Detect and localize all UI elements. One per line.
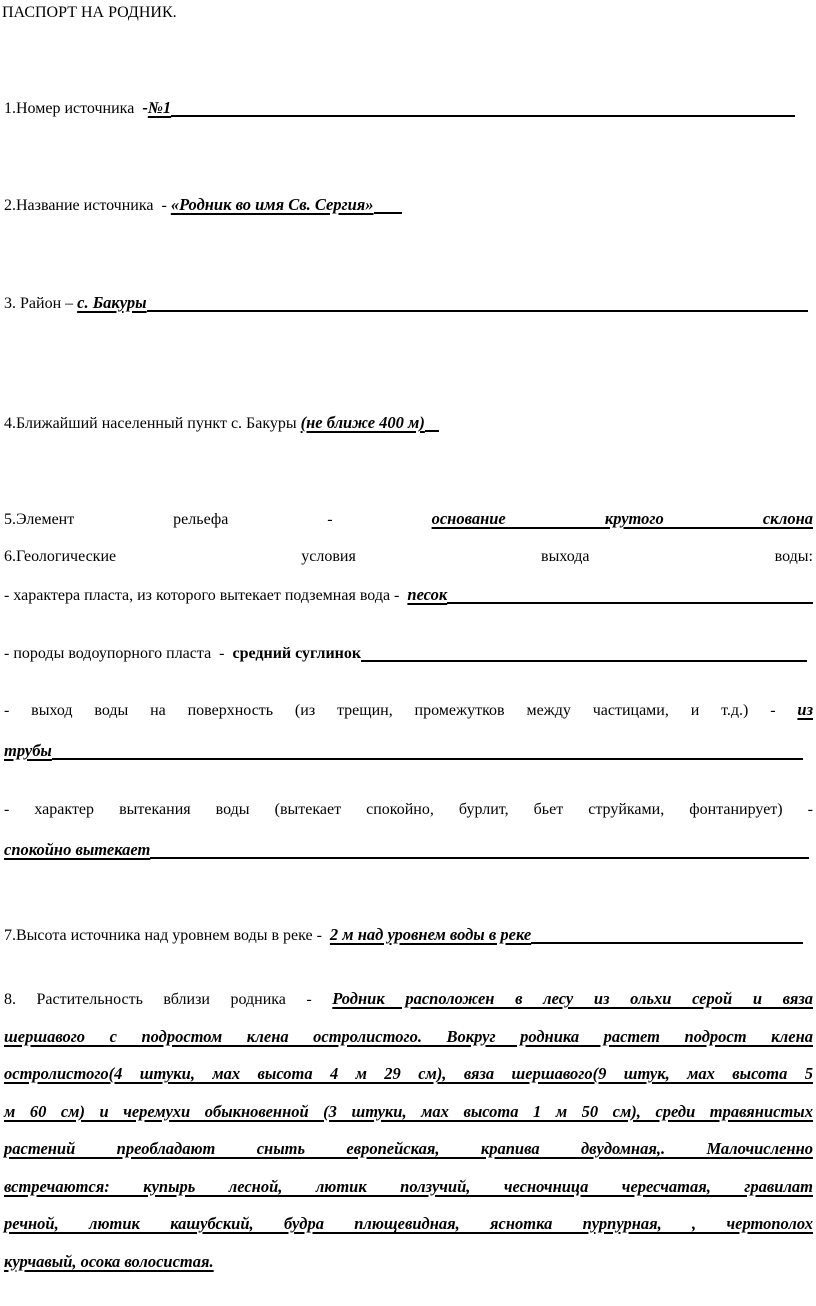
field-aquifer-layer-blank-line <box>447 602 813 604</box>
field-district <box>4 292 813 315</box>
field-source-number <box>4 97 813 120</box>
field-impermeable-layer-blank-line <box>361 660 807 662</box>
field-vegetation-value-line-4: м 60 см) и черемухи обыкновенной (3 штуки, мах высота 1 м 50 см), среди травянистых <box>4 1101 813 1121</box>
field-vegetation-line-4 <box>4 1094 813 1132</box>
field-source-height-blank-line <box>531 942 803 944</box>
field-source-number-blank-line <box>171 115 795 117</box>
field-water-outlet-line1 <box>4 690 813 731</box>
field-vegetation-value-line-6: встречаются: купырь лесной, лютик ползучий, чесночница чересчатая, гравилат <box>4 1176 813 1196</box>
field-district-label: 3. Район – <box>4 295 78 312</box>
field-water-outlet-value-part2: трубы <box>4 741 52 760</box>
field-vegetation-line-7 <box>4 1206 813 1244</box>
field-source-name-label: 2.Название источника - <box>4 197 171 214</box>
field-vegetation-line-2 <box>4 1019 813 1057</box>
field-district-blank-line <box>147 310 808 312</box>
field-source-name-value: «Родник во имя Св. Сергия» <box>170 195 374 214</box>
field-water-outlet <box>4 690 813 771</box>
field-vegetation-value-line-3: остролистого(4 штуки, мах высота 4 м 29 см), вяза шершавого(9 штук, мах высота 5 <box>4 1064 813 1083</box>
page-title-text: ПАСПОРТ НА РОДНИК. <box>2 4 177 21</box>
field-vegetation-line-5 <box>4 1131 813 1169</box>
field-source-number-dash: - <box>142 98 148 117</box>
field-source-height-value: 2 м над уровнем воды в реке <box>329 925 532 944</box>
field-water-outlet-blank-line <box>52 758 803 760</box>
field-vegetation-value-line-7: речной, лютик кашубский, будра плющевидная, яснотка пурпурная, , чертополох <box>4 1214 813 1233</box>
field-geological-conditions-label: 6.Геологические условия выхода воды: <box>4 548 813 565</box>
field-source-number-label: 1.Номер источника <box>4 100 143 117</box>
field-vegetation-line-1 <box>4 981 813 1019</box>
field-impermeable-layer-value: средний суглинок <box>232 645 362 662</box>
field-flow-character <box>4 790 813 870</box>
field-source-name <box>4 194 813 217</box>
field-water-outlet-label: - выход воды на поверхность (из трещин, промежутков между частицами, и т.д.) - <box>4 702 776 719</box>
field-vegetation-value-line-8: курчавый, осока волосистая. <box>4 1251 214 1271</box>
field-source-height <box>4 924 813 947</box>
field-vegetation-value-line-5: растений преобладают сныть европейская, крапива двудомная,. Малочисленно <box>4 1139 813 1158</box>
field-vegetation-line-6 <box>4 1169 813 1207</box>
field-source-name-blank-line <box>374 212 402 214</box>
field-aquifer-layer-value: песок <box>407 585 448 604</box>
field-flow-character-value: спокойно вытекает <box>4 840 151 859</box>
field-nearest-settlement-label: 4.Ближайший населенный пункт с. Бакуры <box>4 415 301 432</box>
field-vegetation-label: 8. Растительность вблизи родника - <box>4 991 312 1008</box>
field-aquifer-layer <box>4 584 813 607</box>
field-vegetation <box>4 981 813 1281</box>
field-relief-element-value: основание крутого склона <box>431 509 813 528</box>
field-flow-character-line2 <box>4 830 813 870</box>
field-flow-character-line1 <box>4 790 813 830</box>
field-vegetation-line-8 <box>4 1244 813 1282</box>
field-source-height-label: 7.Высота источника над уровнем воды в реке - <box>4 927 330 944</box>
field-flow-character-blank-line <box>150 857 809 859</box>
field-relief-element <box>4 508 813 531</box>
field-district-value: с. Бакуры <box>77 293 147 312</box>
field-nearest-settlement <box>4 412 813 435</box>
field-geological-conditions-heading <box>4 546 813 568</box>
field-impermeable-layer <box>4 643 813 665</box>
field-impermeable-layer-label: - породы водоупорного пласта - <box>4 645 233 662</box>
field-source-number-value: №1 <box>147 98 172 117</box>
field-nearest-settlement-blank-line <box>425 430 439 432</box>
field-vegetation-value-line-2: шершавого с подростом клена остролистого. Вокруг родника растет подрост клена <box>4 1026 813 1046</box>
page-title <box>2 2 813 24</box>
field-water-outlet-value-part1: из <box>797 700 814 719</box>
field-vegetation-value-line-1: Родник расположен в лесу из ольхи серой и вяза <box>332 989 814 1008</box>
field-nearest-settlement-value: (не ближе 400 м) <box>300 413 425 432</box>
field-water-outlet-line2 <box>4 731 813 771</box>
field-aquifer-layer-label: - характера пласта, из которого вытекает подземная вода - <box>4 587 408 604</box>
field-relief-element-label: 5.Элемент рельефа - <box>4 511 333 528</box>
field-vegetation-line-3 <box>4 1056 813 1094</box>
field-flow-character-label: - характер вытекания воды (вытекает спокойно, бурлит, бьет струйками, фонтанирует) - <box>4 801 813 818</box>
